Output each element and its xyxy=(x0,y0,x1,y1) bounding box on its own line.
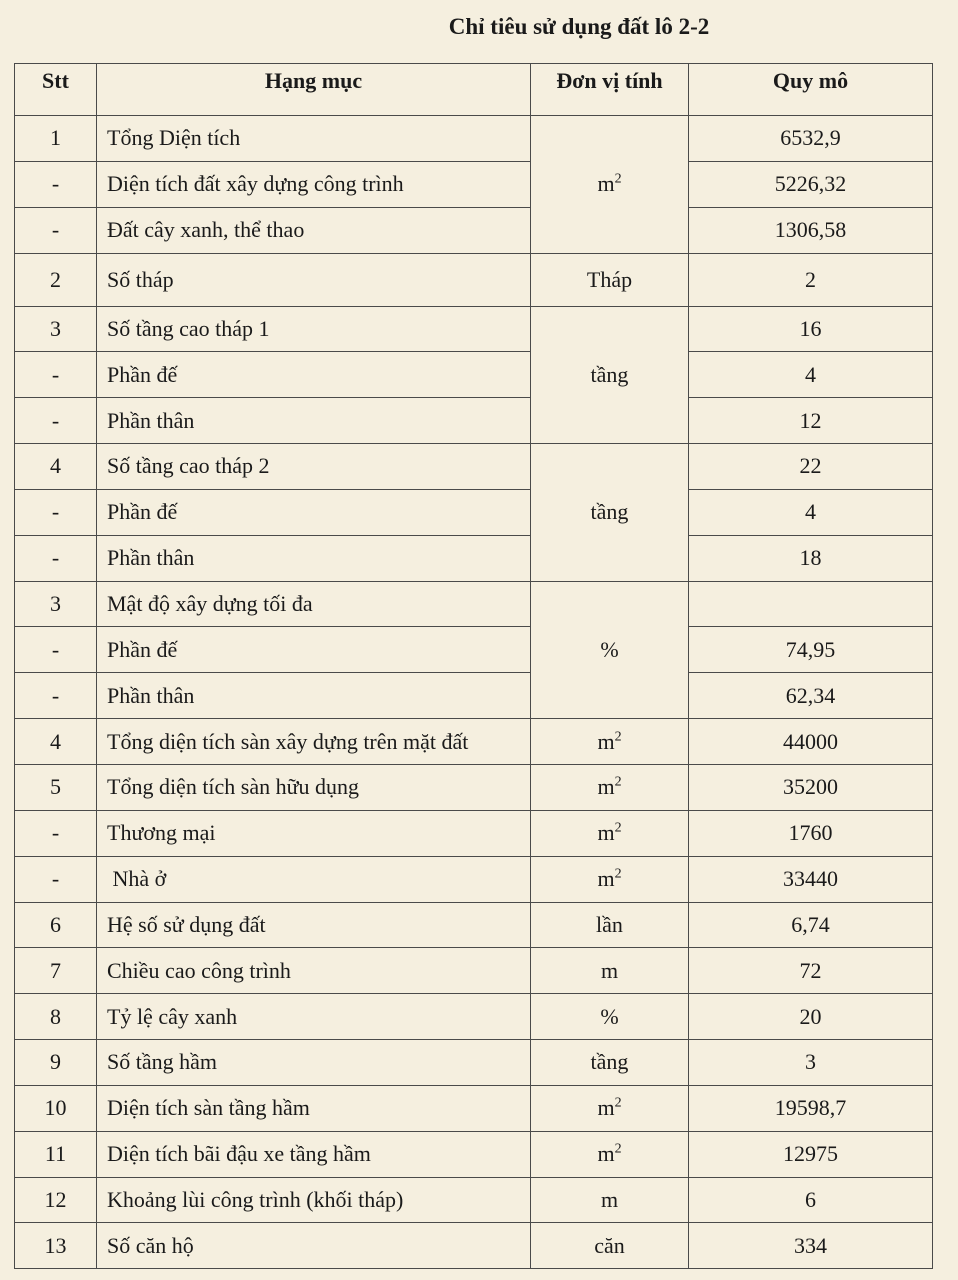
row-item: Nhà ở xyxy=(97,856,531,902)
row-stt: - xyxy=(15,856,97,902)
row-stt: 11 xyxy=(15,1131,97,1177)
row-item: Số căn hộ xyxy=(97,1223,531,1269)
page-title: Chỉ tiêu sử dụng đất lô 2-2 xyxy=(448,14,710,39)
row-unit: $m^2$ xyxy=(531,116,689,254)
row-value: 33440 xyxy=(689,856,933,902)
row-value: 44000 xyxy=(689,719,933,765)
table-row xyxy=(15,719,933,765)
table-row xyxy=(15,1223,933,1269)
header-unit: Đơn vị tính xyxy=(531,64,689,116)
row-stt: 9 xyxy=(15,1040,97,1086)
row-unit: Tháp xyxy=(531,253,689,306)
row-item: Tổng diện tích sàn hữu dụng xyxy=(97,764,531,810)
row-value: 12 xyxy=(689,398,933,444)
row-stt: - xyxy=(15,627,97,673)
row-item: Số tầng cao tháp 2 xyxy=(97,444,531,490)
table-row xyxy=(15,1177,933,1223)
row-item: Phần đế xyxy=(97,352,531,398)
table-row xyxy=(15,207,933,253)
row-item: Phần đế xyxy=(97,627,531,673)
row-item: Phần đế xyxy=(97,489,531,535)
row-item: Khoảng lùi công trình (khối tháp) xyxy=(97,1177,531,1223)
row-item: Số tầng hầm xyxy=(97,1040,531,1086)
row-value: 18 xyxy=(689,535,933,581)
row-value: 72 xyxy=(689,948,933,994)
row-unit: lần xyxy=(531,902,689,948)
table-row xyxy=(15,810,933,856)
row-value: 22 xyxy=(689,444,933,490)
row-value: 16 xyxy=(689,306,933,352)
row-item: Tỷ lệ cây xanh xyxy=(97,994,531,1040)
row-value: 4 xyxy=(689,489,933,535)
table-header xyxy=(15,64,933,116)
row-value: 1760 xyxy=(689,810,933,856)
row-item: Tổng Diện tích xyxy=(97,116,531,162)
table-row xyxy=(15,764,933,810)
row-unit: % xyxy=(531,581,689,719)
row-unit: tầng xyxy=(531,1040,689,1086)
table-row xyxy=(15,444,933,490)
row-stt: 1 xyxy=(15,116,97,162)
row-item: Diện tích đất xây dựng công trình xyxy=(97,161,531,207)
row-stt: - xyxy=(15,352,97,398)
row-unit: $m^2$ xyxy=(531,1085,689,1131)
row-unit: m xyxy=(531,1177,689,1223)
row-value: 62,34 xyxy=(689,673,933,719)
row-value: 4 xyxy=(689,352,933,398)
row-item: Diện tích bãi đậu xe tầng hầm xyxy=(97,1131,531,1177)
row-stt: 7 xyxy=(15,948,97,994)
row-item: Mật độ xây dựng tối đa xyxy=(97,581,531,627)
row-unit: tầng xyxy=(531,444,689,582)
row-value: 35200 xyxy=(689,764,933,810)
row-unit: $m^2$ xyxy=(531,764,689,810)
row-value: 74,95 xyxy=(689,627,933,673)
row-value: 19598,7 xyxy=(689,1085,933,1131)
row-stt: 2 xyxy=(15,253,97,306)
row-stt: - xyxy=(15,207,97,253)
header-stt: Stt xyxy=(15,64,97,116)
row-value: 6,74 xyxy=(689,902,933,948)
row-value xyxy=(689,581,933,627)
row-item: Chiều cao công trình xyxy=(97,948,531,994)
header-value: Quy mô xyxy=(689,64,933,116)
row-stt: - xyxy=(15,673,97,719)
row-stt: 13 xyxy=(15,1223,97,1269)
row-value: 2 xyxy=(689,253,933,306)
table-row xyxy=(15,489,933,535)
table-row xyxy=(15,948,933,994)
row-value: 6532,9 xyxy=(689,116,933,162)
header-item: Hạng mục xyxy=(97,64,531,116)
row-item: Số tầng cao tháp 1 xyxy=(97,306,531,352)
row-unit: % xyxy=(531,994,689,1040)
row-value: 12975 xyxy=(689,1131,933,1177)
row-stt: - xyxy=(15,398,97,444)
table-row xyxy=(15,581,933,627)
table-row xyxy=(15,253,933,306)
row-stt: - xyxy=(15,489,97,535)
row-stt: 3 xyxy=(15,306,97,352)
row-value: 20 xyxy=(689,994,933,1040)
row-value: 1306,58 xyxy=(689,207,933,253)
row-item: Thương mại xyxy=(97,810,531,856)
row-unit: m xyxy=(531,948,689,994)
table-row xyxy=(15,1040,933,1086)
row-stt: 8 xyxy=(15,994,97,1040)
table-row xyxy=(15,352,933,398)
row-value: 6 xyxy=(689,1177,933,1223)
row-unit: căn xyxy=(531,1223,689,1269)
table-row xyxy=(15,1085,933,1131)
row-stt: - xyxy=(15,535,97,581)
row-item: Hệ số sử dụng đất xyxy=(97,902,531,948)
table-row xyxy=(15,398,933,444)
row-stt: 6 xyxy=(15,902,97,948)
row-stt: 5 xyxy=(15,764,97,810)
row-value: 334 xyxy=(689,1223,933,1269)
table-row xyxy=(15,306,933,352)
row-unit: $m^2$ xyxy=(531,810,689,856)
table-row xyxy=(15,161,933,207)
table-row xyxy=(15,994,933,1040)
table-row xyxy=(15,535,933,581)
row-item: Tổng diện tích sàn xây dựng trên mặt đất xyxy=(97,719,531,765)
row-stt: 12 xyxy=(15,1177,97,1223)
table-row xyxy=(15,1131,933,1177)
row-item: Phần thân xyxy=(97,535,531,581)
row-stt: 10 xyxy=(15,1085,97,1131)
row-item: Số tháp xyxy=(97,253,531,306)
row-unit: $m^2$ xyxy=(531,1131,689,1177)
row-value: 5226,32 xyxy=(689,161,933,207)
land-use-table xyxy=(14,63,933,1269)
row-item: Đất cây xanh, thể thao xyxy=(97,207,531,253)
row-item: Diện tích sàn tầng hầm xyxy=(97,1085,531,1131)
row-unit: $m^2$ xyxy=(531,856,689,902)
row-stt: 4 xyxy=(15,444,97,490)
row-stt: 3 xyxy=(15,581,97,627)
table-row xyxy=(15,673,933,719)
row-stt: - xyxy=(15,161,97,207)
row-item: Phần thân xyxy=(97,673,531,719)
row-value: 3 xyxy=(689,1040,933,1086)
row-unit: tầng xyxy=(531,306,689,444)
table-row xyxy=(15,902,933,948)
table-row xyxy=(15,116,933,162)
row-stt: 4 xyxy=(15,719,97,765)
table-row xyxy=(15,627,933,673)
row-stt: - xyxy=(15,810,97,856)
table-row xyxy=(15,856,933,902)
row-unit: $m^2$ xyxy=(531,719,689,765)
row-item: Phần thân xyxy=(97,398,531,444)
